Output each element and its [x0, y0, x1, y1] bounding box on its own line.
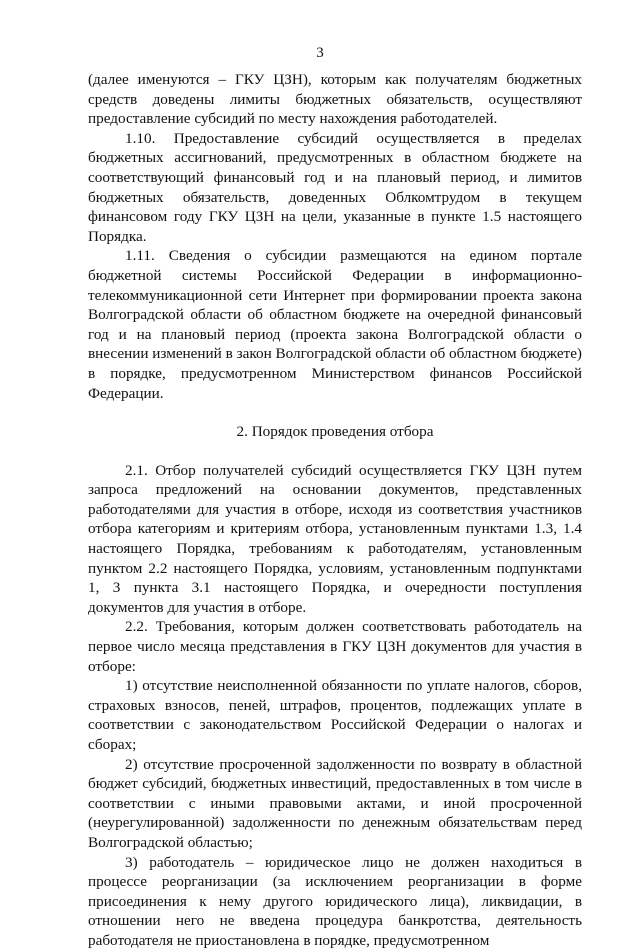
paragraph-continuation: (далее именуются – ГКУ ЦЗН), которым как получателям бюджетных средств доведены лимиты бюджетных обязательств, осуществляют предоставление субсидий по месту нахождения работодателей. [88, 71, 582, 128]
paragraph-1-11: 1.11. Сведения о субсидии размещаются на едином портале бюджетной системы Российской Федерации в информационно-телекоммуникационной сети Интернет при формировании проекта закона Волгоградской области об областном бюджете на очередной финансовый год и на плановый период (проекта закона Волгоградской области о внесении изменений в закон Волгоградской области об областном бюджете) в порядке, предусмотренном Министерством финансов Российской Федерации. [88, 247, 582, 402]
list-item-3: 3) работодатель – юридическое лицо не должен находиться в процессе реорганизации (за исключением реорганизации в форме присоединения к нему другого юридического лица), ликвидации, в отношении него не введена процедура банкротства, деятельность работодателя не приостановлена в порядке, предусмотренном [88, 853, 582, 949]
paragraph-2-2: 2.2. Требования, которым должен соответствовать работодатель на первое число месяца представления в ГКУ ЦЗН документов для участия в отборе: [88, 618, 582, 675]
paragraph-1-10: 1.10. Предоставление субсидий осуществляется в пределах бюджетных ассигнований, предусмотренных в областном бюджете на соответствующий финансовый год и на плановый период, и лимитов бюджетных обязательств, доведенных Облкомтрудом в текущем финансовом году ГКУ ЦЗН на цели, указанные в пункте 1.5 настоящего Порядка. [88, 129, 582, 245]
list-item-2: 2) отсутствие просроченной задолженности по возврату в областной бюджет субсидий, бюджетных инвестиций, предоставленных в том числе в соответствии с иными правовыми актами, и иной просроченной (неурегулированной) задолженности по денежным обязательствам перед Волгоградской областью; [88, 755, 582, 851]
section-heading: 2. Порядок проведения отбора [236, 423, 434, 441]
paragraph-2-1: 2.1. Отбор получателей субсидий осуществляется ГКУ ЦЗН путем запроса предложений на основании документов, представленных работодателями для участия в отборе, исходя из соответствия участников отбора категориям и критериям отбора, установленным пунктами 1.3, 1.4 настоящего Порядка, требованиям к работодателям, установленным пунктом 2.2 настоящего Порядка, условиям, установленным подпунктами 1, 3 пункта 3.1 настоящего Порядка, и очередности поступления документов для участия в отборе. [88, 461, 582, 616]
page-number: 3 [316, 45, 324, 61]
list-item-1: 1) отсутствие неисполненной обязанности по уплате налогов, сборов, страховых взносов, пеней, штрафов, процентов, подлежащих уплате в соответствии с законодательством Российской Федерации о налогах и сборах; [88, 677, 582, 753]
document-body [88, 70, 582, 951]
